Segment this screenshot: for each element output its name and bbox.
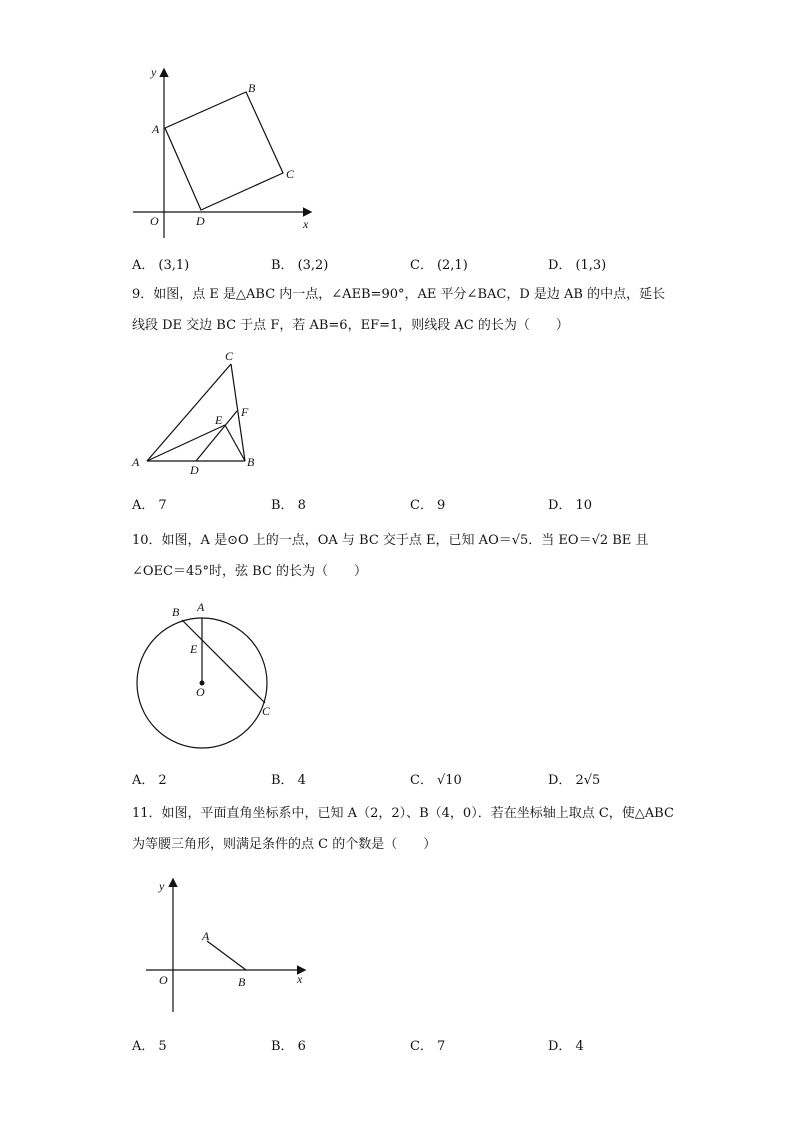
q8-option-b[interactable]: B． (3,2) xyxy=(271,258,329,273)
q10-option-b[interactable]: B． 4 xyxy=(271,773,306,788)
q8-option-a[interactable]: A． (3,1) xyxy=(132,258,190,273)
q8-label-b: B xyxy=(248,81,256,95)
q11-figure xyxy=(140,870,320,1020)
q9-segment-ae xyxy=(147,425,225,461)
q11-label-y: y xyxy=(159,879,165,893)
q9-stem-line2: 线段 DE 交边 BC 于点 F，若 AB=6，EF=1，则线段 AC 的长为（ ） xyxy=(132,318,569,333)
q9-label-f: F xyxy=(241,405,249,419)
q8-label-a: A xyxy=(152,122,160,136)
q8-option-c[interactable]: C． (2,1) xyxy=(410,258,468,273)
q11-stem-line1: 11．如图，平面直角坐标系中，已知 A（2，2）、B（4，0）．若在坐标轴上取点 C，使△ABC xyxy=(132,806,674,821)
q9-label-a: A xyxy=(132,455,140,469)
q11-options xyxy=(132,1035,692,1055)
q10-option-d[interactable]: D． 2√5 xyxy=(548,773,601,788)
q9-label-b: B xyxy=(247,455,255,469)
q10-chord-bc xyxy=(182,620,265,703)
q10-label-b: B xyxy=(172,605,180,619)
q10-options xyxy=(132,769,692,789)
q10-stem-line2: ∠OEC＝45°时，弦 BC 的长为（ ） xyxy=(132,564,368,579)
q8-label-y: y xyxy=(151,65,157,79)
q8-figure xyxy=(120,60,320,240)
q9-label-c: C xyxy=(225,349,234,363)
q11-stem xyxy=(132,798,674,860)
q10-label-a: A xyxy=(197,600,205,614)
q8-label-o: O xyxy=(150,214,159,228)
q9-option-a[interactable]: A． 7 xyxy=(132,498,167,513)
q11-option-a[interactable]: A． 5 xyxy=(132,1039,167,1054)
q10-option-a[interactable]: A． 2 xyxy=(132,773,167,788)
q10-stem-line1: 10．如图，A 是⊙O 上的一点，OA 与 BC 交于点 E，已知 AO＝√5．当 EO＝√2 BE 且 xyxy=(132,533,649,548)
q11-label-a: A xyxy=(202,929,210,943)
q9-label-e: E xyxy=(215,413,223,427)
q9-option-b[interactable]: B． 8 xyxy=(271,498,306,513)
q9-stem xyxy=(132,279,665,341)
q10-label-c: C xyxy=(262,704,271,718)
q9-figure xyxy=(125,345,265,475)
q11-option-d[interactable]: D． 4 xyxy=(548,1039,584,1054)
q10-option-c[interactable]: C． √10 xyxy=(410,773,462,788)
q9-option-d[interactable]: D． 10 xyxy=(548,498,592,513)
q10-stem xyxy=(132,525,648,587)
q8-option-d[interactable]: D． (1,3) xyxy=(548,258,607,273)
q11-label-o: O xyxy=(159,973,168,987)
q8-options xyxy=(132,254,692,274)
q11-option-b[interactable]: B． 6 xyxy=(271,1039,306,1054)
q8-label-d: D xyxy=(196,214,205,228)
q11-label-x: x xyxy=(297,972,303,986)
q10-figure xyxy=(130,595,290,755)
q8-square-abcd xyxy=(165,92,283,210)
q10-label-e: E xyxy=(190,642,198,656)
q8-label-c: C xyxy=(286,167,295,181)
q11-stem-line2: 为等腰三角形，则满足条件的点 C 的个数是（ ） xyxy=(132,837,437,852)
q10-label-o: O xyxy=(196,685,205,699)
q9-stem-line1: 9．如图，点 E 是△ABC 内一点，∠AEB=90°，AE 平分∠BAC，D 是边 AB 的中点，延长 xyxy=(132,287,666,302)
q9-label-d: D xyxy=(190,463,199,475)
q8-label-x: x xyxy=(303,217,309,231)
q11-label-b: B xyxy=(238,975,246,989)
q11-segment-ab xyxy=(207,941,246,970)
q11-option-c[interactable]: C． 7 xyxy=(410,1039,446,1054)
q9-option-c[interactable]: C． 9 xyxy=(410,498,446,513)
q9-options xyxy=(132,494,692,514)
